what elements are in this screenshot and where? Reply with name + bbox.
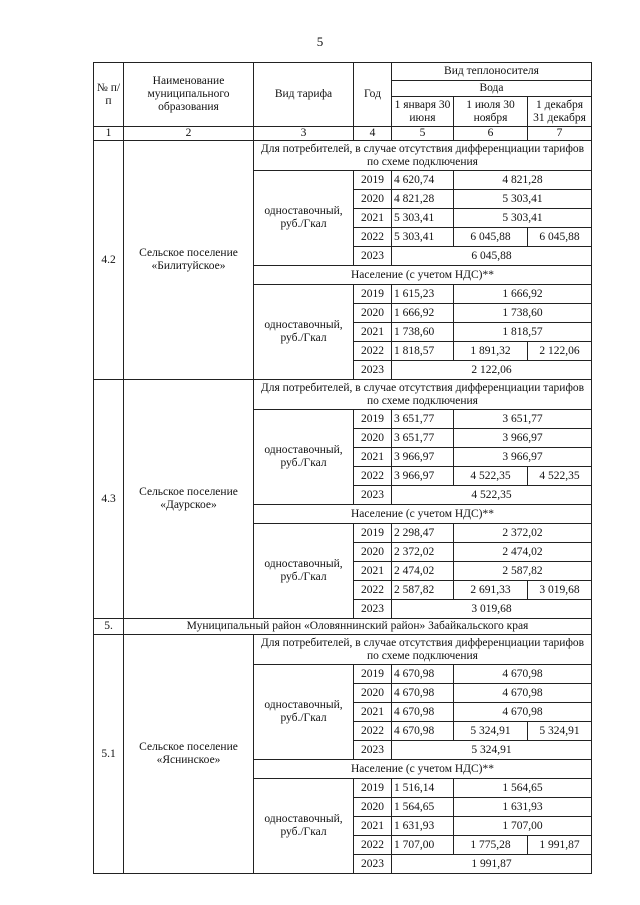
tariff-value: 1 707,00 [454, 817, 592, 836]
tariff-value: 2 122,06 [528, 342, 592, 361]
header-name: Наименование муниципального образования [124, 63, 254, 127]
year-cell: 2021 [354, 209, 392, 228]
tariff-value: 3 019,68 [392, 600, 592, 619]
tariff-value: 4 821,28 [454, 171, 592, 190]
group-title-row [94, 380, 592, 410]
section-number: 4.3 [94, 380, 124, 619]
tariff-value: 2 474,02 [392, 562, 454, 581]
tariff-value: 3 966,97 [392, 448, 454, 467]
year-cell: 2019 [354, 524, 392, 543]
tariff-value: 3 966,97 [454, 448, 592, 467]
tariff-value: 4 670,98 [454, 665, 592, 684]
tariff-value: 3 966,97 [454, 429, 592, 448]
year-cell: 2020 [354, 429, 392, 448]
tariff-value: 4 522,35 [392, 486, 592, 505]
year-cell: 2019 [354, 665, 392, 684]
tariff-value: 5 303,41 [454, 190, 592, 209]
header-index: 6 [454, 127, 528, 141]
tariff-value: 5 303,41 [392, 228, 454, 247]
header-index: 1 [94, 127, 124, 141]
year-cell: 2019 [354, 171, 392, 190]
group-title-row [94, 141, 592, 171]
tariff-value: 1 666,92 [454, 285, 592, 304]
year-cell: 2023 [354, 855, 392, 874]
header-period-2: 1 июля 30 ноября [454, 97, 528, 127]
tariff-value: 4 670,98 [392, 665, 454, 684]
tariff-value: 5 324,91 [454, 722, 528, 741]
year-cell: 2022 [354, 342, 392, 361]
consumer-group-title: Население (с учетом НДС)** [254, 505, 592, 524]
tariff-value: 4 821,28 [392, 190, 454, 209]
tariff-value: 2 587,82 [454, 562, 592, 581]
year-cell: 2021 [354, 703, 392, 722]
tariff-value: 1 707,00 [392, 836, 454, 855]
tariff-value: 4 670,98 [454, 703, 592, 722]
year-cell: 2021 [354, 323, 392, 342]
header-carrier: Вид теплоносителя [392, 63, 592, 81]
tariff-value: 3 966,97 [392, 467, 454, 486]
tariff-value: 1 631,93 [454, 798, 592, 817]
district-heading: Муниципальный район «Оловяннинский район» Забайкальского края [124, 619, 592, 635]
year-cell: 2019 [354, 410, 392, 429]
page-number: 5 [316, 34, 324, 49]
tariff-value: 4 670,98 [454, 684, 592, 703]
municipality-name: Сельское поселение «Билитуйское» [124, 141, 254, 380]
tariff-value: 2 474,02 [454, 543, 592, 562]
year-cell: 2021 [354, 817, 392, 836]
section-number: 4.2 [94, 141, 124, 380]
tariff-value: 1 775,28 [454, 836, 528, 855]
tariff-type: одноставочный, руб./Гкал [254, 665, 354, 760]
year-cell: 2023 [354, 600, 392, 619]
header-period-1: 1 января 30 июня [392, 97, 454, 127]
header-year: Год [354, 63, 392, 127]
tariff-value: 4 670,98 [392, 722, 454, 741]
tariff-value: 5 324,91 [392, 741, 592, 760]
tariff-value: 4 620,74 [392, 171, 454, 190]
tariff-value: 1 564,65 [392, 798, 454, 817]
tariff-value: 1 738,60 [392, 323, 454, 342]
tariff-value: 4 670,98 [392, 703, 454, 722]
year-cell: 2022 [354, 722, 392, 741]
year-cell: 2019 [354, 779, 392, 798]
year-cell: 2022 [354, 581, 392, 600]
header-index: 5 [392, 127, 454, 141]
tariff-table [93, 62, 592, 874]
consumer-group-title: Для потребителей, в случае отсутствия дифференциации тарифов по схеме подключения [254, 141, 592, 171]
year-cell: 2022 [354, 836, 392, 855]
tariff-value: 2 587,82 [392, 581, 454, 600]
tariff-value: 1 564,65 [454, 779, 592, 798]
consumer-group-title: Население (с учетом НДС)** [254, 266, 592, 285]
tariff-value: 2 298,47 [392, 524, 454, 543]
year-cell: 2020 [354, 304, 392, 323]
year-cell: 2020 [354, 190, 392, 209]
tariff-value: 3 651,77 [454, 410, 592, 429]
tariff-value: 1 891,32 [454, 342, 528, 361]
tariff-value: 2 122,06 [392, 361, 592, 380]
consumer-group-title: Для потребителей, в случае отсутствия дифференциации тарифов по схеме подключения [254, 380, 592, 410]
tariff-type: одноставочный, руб./Гкал [254, 171, 354, 266]
tariff-value: 5 324,91 [528, 722, 592, 741]
year-cell: 2021 [354, 562, 392, 581]
year-cell: 2023 [354, 361, 392, 380]
tariff-type: одноставочный, руб./Гкал [254, 524, 354, 619]
header-index: 7 [528, 127, 592, 141]
tariff-value: 3 651,77 [392, 429, 454, 448]
header-index: 3 [254, 127, 354, 141]
tariff-value: 5 303,41 [454, 209, 592, 228]
tariff-value: 4 522,35 [528, 467, 592, 486]
tariff-value: 2 691,33 [454, 581, 528, 600]
tariff-value: 3 019,68 [528, 581, 592, 600]
tariff-value: 5 303,41 [392, 209, 454, 228]
tariff-value: 2 372,02 [454, 524, 592, 543]
year-cell: 2022 [354, 228, 392, 247]
tariff-value: 1 631,93 [392, 817, 454, 836]
municipality-name: Сельское поселение «Яснинское» [124, 635, 254, 874]
tariff-type: одноставочный, руб./Гкал [254, 779, 354, 874]
year-cell: 2020 [354, 684, 392, 703]
tariff-value: 2 372,02 [392, 543, 454, 562]
tariff-value: 6 045,88 [454, 228, 528, 247]
tariff-value: 4 522,35 [454, 467, 528, 486]
group-title-row [94, 635, 592, 665]
tariff-value: 1 818,57 [392, 342, 454, 361]
tariff-value: 1 666,92 [392, 304, 454, 323]
section-number: 5.1 [94, 635, 124, 874]
tariff-type: одноставочный, руб./Гкал [254, 285, 354, 380]
tariff-value: 1 818,57 [454, 323, 592, 342]
year-cell: 2020 [354, 798, 392, 817]
tariff-value: 4 670,98 [392, 684, 454, 703]
year-cell: 2022 [354, 467, 392, 486]
tariff-value: 1 516,14 [392, 779, 454, 798]
header-num: № п/п [94, 63, 124, 127]
year-cell: 2021 [354, 448, 392, 467]
year-cell: 2023 [354, 247, 392, 266]
tariff-value: 1 991,87 [528, 836, 592, 855]
tariff-value: 3 651,77 [392, 410, 454, 429]
tariff-value: 6 045,88 [392, 247, 592, 266]
tariff-value: 1 738,60 [454, 304, 592, 323]
year-cell: 2023 [354, 741, 392, 760]
tariff-value: 1 615,23 [392, 285, 454, 304]
district-row [94, 619, 592, 635]
consumer-group-title: Для потребителей, в случае отсутствия дифференциации тарифов по схеме подключения [254, 635, 592, 665]
year-cell: 2019 [354, 285, 392, 304]
header-tariff: Вид тарифа [254, 63, 354, 127]
year-cell: 2023 [354, 486, 392, 505]
header-period-3: 1 декабря 31 декабря [528, 97, 592, 127]
tariff-value: 1 991,87 [392, 855, 592, 874]
header-water: Вода [392, 81, 592, 97]
section-number: 5. [94, 619, 124, 635]
year-cell: 2020 [354, 543, 392, 562]
consumer-group-title: Население (с учетом НДС)** [254, 760, 592, 779]
municipality-name: Сельское поселение «Даурское» [124, 380, 254, 619]
header-index: 4 [354, 127, 392, 141]
tariff-value: 6 045,88 [528, 228, 592, 247]
header-index: 2 [124, 127, 254, 141]
tariff-type: одноставочный, руб./Гкал [254, 410, 354, 505]
